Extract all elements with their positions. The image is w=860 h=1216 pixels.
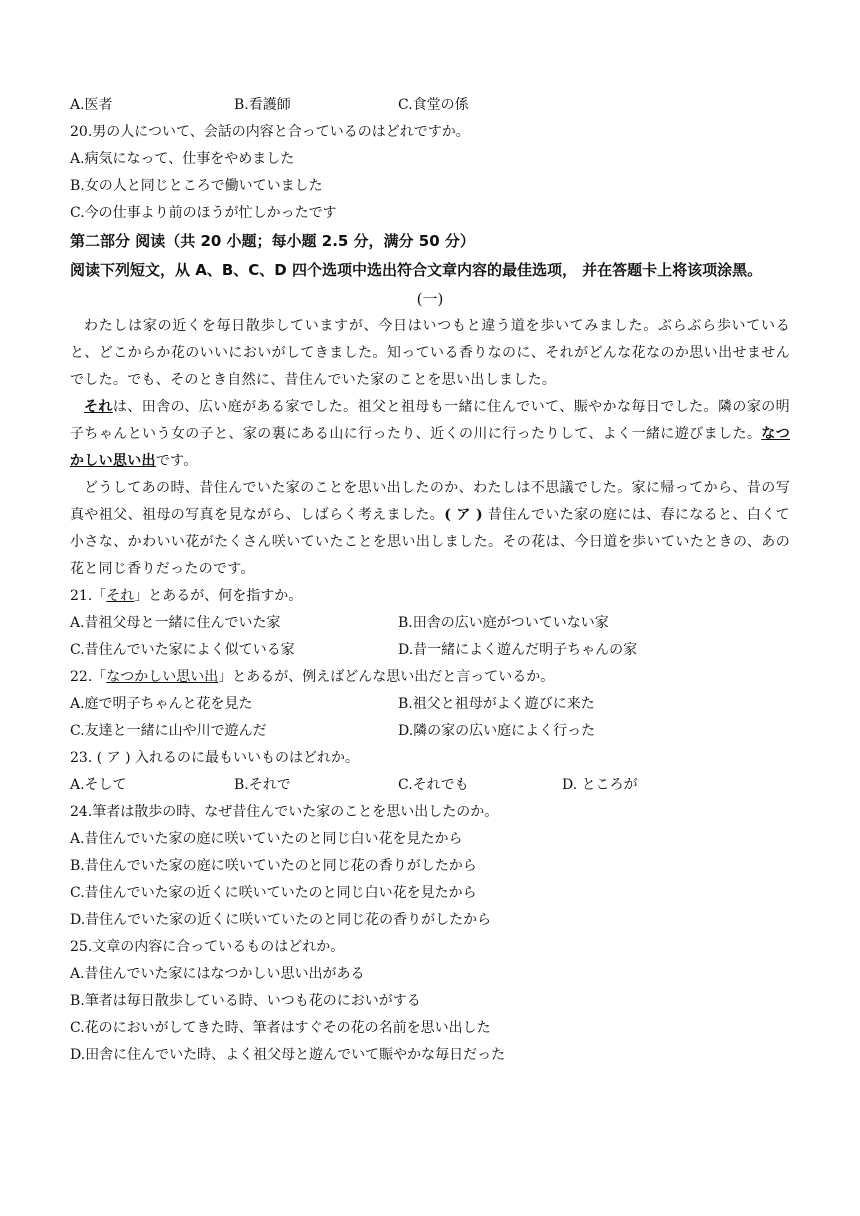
q21-question (70, 583, 790, 610)
q22-option-c: C.友達と一緒に山や川で遊んだ (70, 723, 267, 739)
q24-question: 24.筆者は散歩の時、なぜ昔住んでいた家のことを思い出したのか。 (70, 804, 499, 820)
keyword-natsukashii: なつかしい思い出 (70, 426, 790, 469)
q20-option-c: C.今の仕事より前のほうが忙しかったです (70, 205, 337, 221)
exam-page (70, 92, 790, 1069)
q21-option-c: C.昔住んでいた家によく似ている家 (70, 642, 295, 658)
q25-question: 25.文章の内容に合っているものはどれか。 (70, 939, 345, 955)
q21-prefix: 21.「 (70, 588, 107, 604)
q21-option-d: D.昔一緒によく遊んだ明子ちゃんの家 (398, 642, 638, 658)
q20-option-a: A.病気になって、仕事をやめました (70, 151, 295, 167)
q23-option-d: D. ところが (562, 777, 638, 793)
q22-option-b: B.祖父と祖母がよく遊びに来た (398, 696, 595, 712)
q20-question: 20.男の人について、会話の内容と合っているのはどれですか。 (70, 124, 470, 140)
q24-option-a: A.昔住んでいた家の庭に咲いていたのと同じ白い花を見たから (70, 831, 463, 847)
option-b: B.看護師 (234, 97, 291, 113)
q23-option-a: A.そして (70, 777, 127, 793)
q22-options-row-2 (70, 718, 790, 745)
q22-option-a: A.庭で明子ちゃんと花を見た (70, 696, 253, 712)
option-a: A.医者 (70, 97, 113, 113)
paragraph-2-end: です。 (155, 453, 198, 469)
paragraph-3-start: どうしてあの時、昔住んでいた家のことを思い出したのか、わたしは不思議でした。家に帰ってから、昔の写真や祖父、祖母の写真を見ながら、しばらく考えました。 (70, 480, 790, 523)
option-c: C.食堂の係 (398, 97, 469, 113)
q23-options (70, 772, 790, 799)
q25-option-b: B.筆者は毎日散歩している時、いつも花のにおいがする (70, 993, 421, 1009)
paragraph-2-text: は、田舎の、広い庭がある家でした。祖父と祖母も一緒に住んでいて、賑やかな毎日でした。隣の家の明子ちゃんという女の子と、家の裏にある山に行ったり、近くの川に行ったりして、よく一緒に遊びました。 (70, 399, 790, 442)
q20-option-b: B.女の人と同じところで働いていました (70, 178, 323, 194)
q21-suffix: 」とあるが、何を指すか。 (134, 588, 303, 604)
q23-option-c: C.それでも (398, 777, 469, 793)
q24-option-b: B.昔住んでいた家の庭に咲いていたのと同じ花の香りがしたから (70, 858, 477, 874)
q25-option-c: C.花のにおいがしてきた時、筆者はすぐその花の名前を思い出した (70, 1020, 491, 1036)
blank-a: ( ア ) (444, 507, 483, 523)
q21-option-b: B.田舎の広い庭がついていない家 (398, 615, 609, 631)
q22-options-row-1 (70, 691, 790, 718)
passage-paragraph-1: わたしは家の近くを毎日散歩していますが、今日はいつもと違う道を歩いてみました。ぶらぶら歩いていると、どこからか花のいいにおいがしてきました。知っている香りなのに、それがどんな花なのか思い出せませんでした。でも、そのとき自然に、昔住んでいた家のことを思い出しました。 (70, 318, 790, 388)
section-instruction: 阅读下列短文，从 A、B、C、D 四个选项中选出符合文章内容的最佳选项， 并在答题卡上将该项涂黑。 (70, 261, 763, 279)
q22-option-d: D.隣の家の広い庭によく行った (398, 723, 596, 739)
q21-options-row-1 (70, 610, 790, 637)
passage-number: (一) (416, 290, 444, 308)
q22-question (70, 664, 790, 691)
section-title: 第二部分 阅读（共 20 小题；每小题 2.5 分，满分 50 分） (70, 232, 475, 250)
q22-prefix: 22.「 (70, 669, 107, 685)
q21-options-row-2 (70, 637, 790, 664)
q25-option-d: D.田舎に住んでいた時、よく祖父母と遊んでいて賑やかな毎日だった (70, 1047, 506, 1063)
keyword-sore: それ (84, 399, 113, 415)
passage-paragraph-3 (70, 475, 790, 583)
q23-option-b: B.それで (234, 777, 291, 793)
q21-option-a: A.昔祖父母と一緒に住んでいた家 (70, 615, 281, 631)
paragraph-3-end: 昔住んでいた家の庭には、春になると、白くて小さな、かわいい花がたくさん咲いていたことを思い出しました。その花は、今日道を歩いていたときの、あの花と同じ香りだったのです。 (70, 507, 790, 577)
q21-underlined: それ (106, 588, 135, 604)
passage-paragraph-2 (70, 394, 790, 475)
q23-question: 23. ( ア ) 入れるのに最もいいものはどれか。 (70, 750, 359, 766)
q25-option-a: A.昔住んでいた家にはなつかしい思い出がある (70, 966, 365, 982)
q24-option-c: C.昔住んでいた家の近くに咲いていたのと同じ白い花を見たから (70, 885, 477, 901)
q19-options (70, 92, 790, 119)
q22-underlined: なつかしい思い出 (106, 669, 219, 685)
q24-option-d: D.昔住んでいた家の近くに咲いていたのと同じ花の香りがしたから (70, 912, 492, 928)
q22-suffix: 」とあるが、例えばどんな思い出だと言っているか。 (218, 669, 555, 685)
